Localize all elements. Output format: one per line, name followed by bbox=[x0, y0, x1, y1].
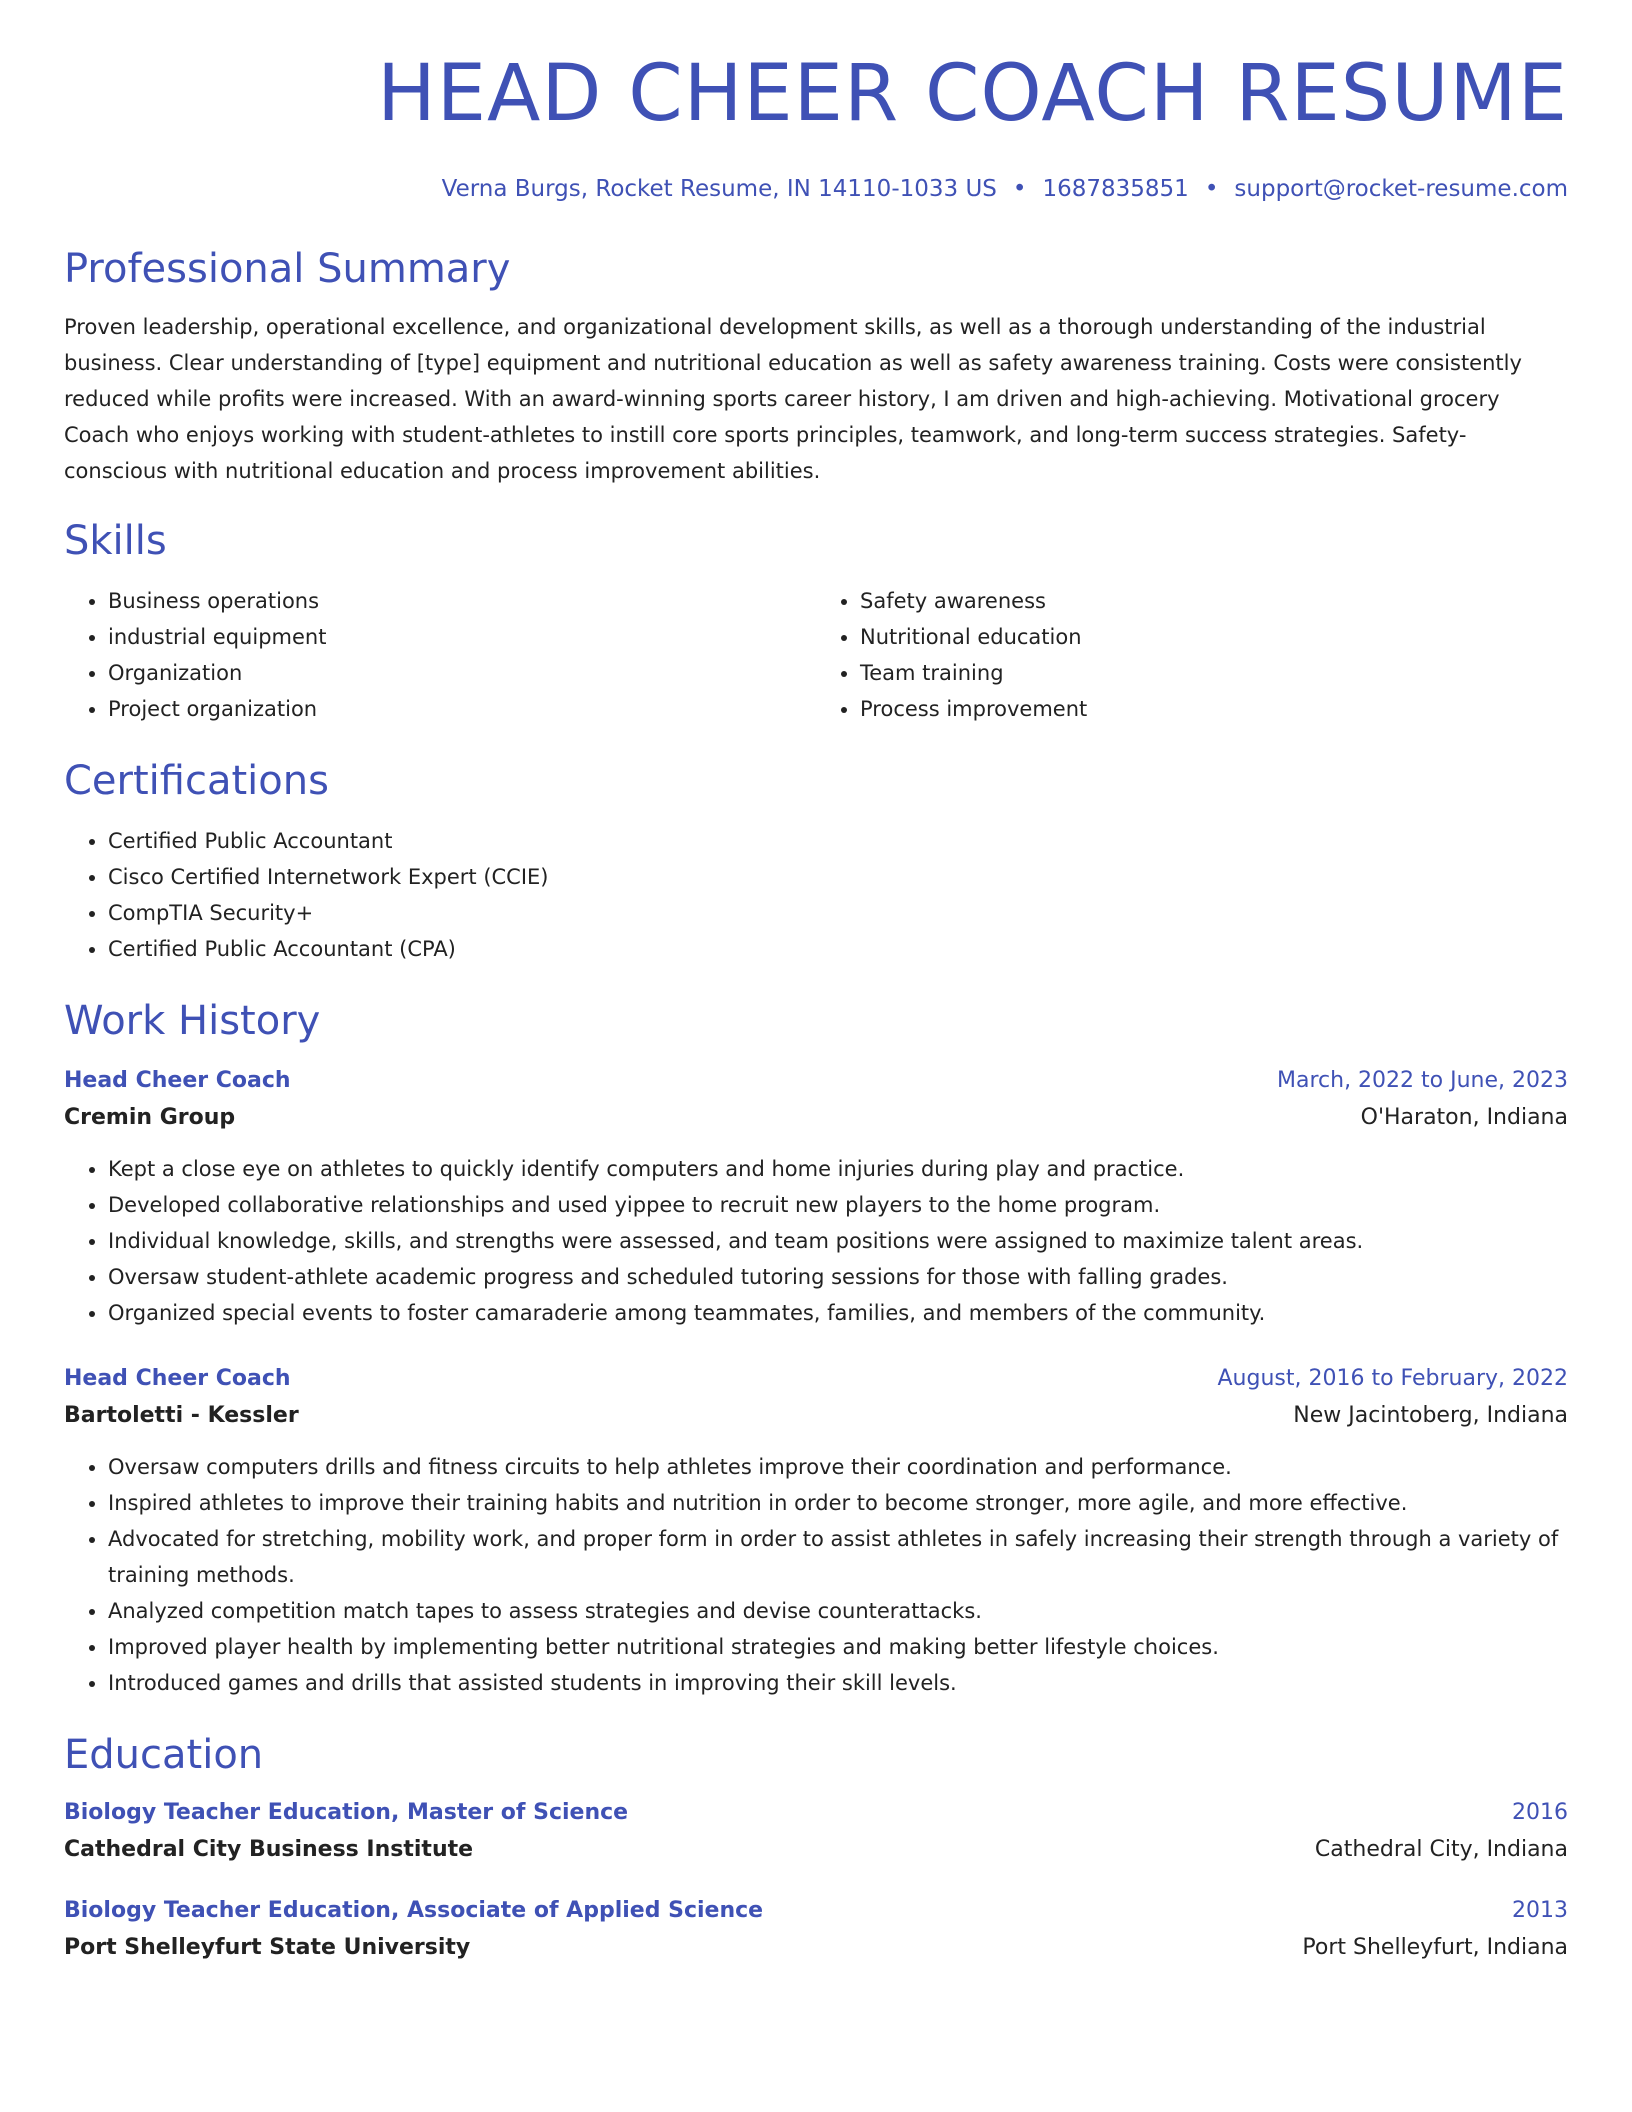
job-entry bbox=[64, 1063, 1568, 1331]
skill-item: • Organization bbox=[108, 655, 816, 691]
job-duty: • Improved player health by implementing better nutritional strategies and making better lifestyle choices. bbox=[108, 1629, 1568, 1665]
job-duty: • Analyzed competition match tapes to assess strategies and devise counterattacks. bbox=[108, 1593, 1568, 1629]
skill-item: • industrial equipment bbox=[108, 619, 816, 655]
certifications-heading: Certifications bbox=[64, 758, 329, 805]
job-dates: August, 2016 to February, 2022 bbox=[1217, 1366, 1568, 1392]
education-entry bbox=[64, 1893, 1568, 1967]
skill-item: • Process improvement bbox=[860, 691, 1568, 727]
job-duties bbox=[64, 1151, 1568, 1331]
job-company: Cremin Group bbox=[64, 1105, 236, 1131]
skills-heading: Skills bbox=[64, 518, 167, 565]
job-duties bbox=[64, 1449, 1568, 1701]
education-location: Cathedral City, Indiana bbox=[1314, 1837, 1568, 1863]
certification-item: • Cisco Certified Internetwork Expert (CCIE) bbox=[108, 859, 1568, 895]
job-duty: • Inspired athletes to improve their training habits and nutrition in order to become stronger, more agile, and more effective. bbox=[108, 1485, 1568, 1521]
job-location: O'Haraton, Indiana bbox=[1360, 1105, 1568, 1131]
job-duty: • Individual knowledge, skills, and strengths were assessed, and team positions were assigned to maximize talent areas. bbox=[108, 1223, 1568, 1259]
skills-column-left bbox=[64, 583, 816, 727]
job-duty: • Advocated for stretching, mobility work, and proper form in order to assist athletes in safely increasing their strength through a variety of training methods. bbox=[108, 1521, 1568, 1593]
work-history-heading: Work History bbox=[64, 998, 321, 1045]
skill-item: • Safety awareness bbox=[860, 583, 1568, 619]
contact-line bbox=[64, 176, 1568, 204]
certification-item: • Certified Public Accountant (CPA) bbox=[108, 931, 1568, 967]
education-year: 2013 bbox=[1512, 1898, 1568, 1924]
contact-email[interactable]: support@rocket-resume.com bbox=[1234, 175, 1568, 202]
job-duty: • Oversaw computers drills and fitness circuits to help athletes improve their coordination and performance. bbox=[108, 1449, 1568, 1485]
summary-heading: Professional Summary bbox=[64, 246, 511, 293]
education-entry bbox=[64, 1795, 1568, 1869]
job-role: Head Cheer Coach bbox=[64, 1068, 291, 1094]
skill-item: • Team training bbox=[860, 655, 1568, 691]
skill-item: • Project organization bbox=[108, 691, 816, 727]
education-school: Port Shelleyfurt State University bbox=[64, 1935, 471, 1961]
education-school: Cathedral City Business Institute bbox=[64, 1837, 474, 1863]
education-location: Port Shelleyfurt, Indiana bbox=[1302, 1935, 1568, 1961]
summary-text: Proven leadership, operational excellence, and organizational development skills, as well as a thorough understanding of the industrial business. Clear understanding of [type] equipment and nutritional education as well as safety awareness training. Costs were consistently reduced while profits were increased. With an award-winning sports career history, I am driven and high-achieving. Motivational grocery Coach who enjoys working with student-athletes to instill core sports principles, teamwork, and long-term success strategies. Safety-conscious with nutritional education and process improvement abilities. bbox=[64, 315, 1522, 484]
job-duty: • Oversaw student-athlete academic progress and scheduled tutoring sessions for those with falling grades. bbox=[108, 1259, 1568, 1295]
job-duty: • Organized special events to foster camaraderie among teammates, families, and members of the community. bbox=[108, 1295, 1568, 1331]
job-entry bbox=[64, 1361, 1568, 1701]
skills-list bbox=[64, 583, 1568, 727]
contact-separator: • bbox=[1204, 175, 1219, 202]
certification-item: • Certified Public Accountant bbox=[108, 823, 1568, 859]
skill-item: • Business operations bbox=[108, 583, 816, 619]
job-duty: • Introduced games and drills that assisted students in improving their skill levels. bbox=[108, 1665, 1568, 1701]
education-heading: Education bbox=[64, 1732, 264, 1779]
resume-title: HEAD CHEER COACH RESUME bbox=[377, 49, 1568, 139]
certifications-list bbox=[64, 823, 1568, 967]
job-role: Head Cheer Coach bbox=[64, 1366, 291, 1392]
education-degree: Biology Teacher Education, Associate of Applied Science bbox=[64, 1898, 764, 1924]
certification-item: • CompTIA Security+ bbox=[108, 895, 1568, 931]
education-year: 2016 bbox=[1512, 1800, 1568, 1826]
job-location: New Jacintoberg, Indiana bbox=[1293, 1403, 1568, 1429]
job-dates: March, 2022 to June, 2023 bbox=[1277, 1068, 1568, 1094]
contact-address: Verna Burgs, Rocket Resume, IN 14110-1033 US bbox=[441, 175, 997, 202]
job-duty: • Developed collaborative relationships and used yippee to recruit new players to the home program. bbox=[108, 1187, 1568, 1223]
contact-separator: • bbox=[1012, 175, 1027, 202]
contact-phone: 1687835851 bbox=[1042, 175, 1189, 202]
skill-item: • Nutritional education bbox=[860, 619, 1568, 655]
education-degree: Biology Teacher Education, Master of Science bbox=[64, 1800, 629, 1826]
skills-column-right bbox=[816, 583, 1568, 727]
job-company: Bartoletti - Kessler bbox=[64, 1403, 299, 1429]
job-duty: • Kept a close eye on athletes to quickly identify computers and home injuries during play and practice. bbox=[108, 1151, 1568, 1187]
